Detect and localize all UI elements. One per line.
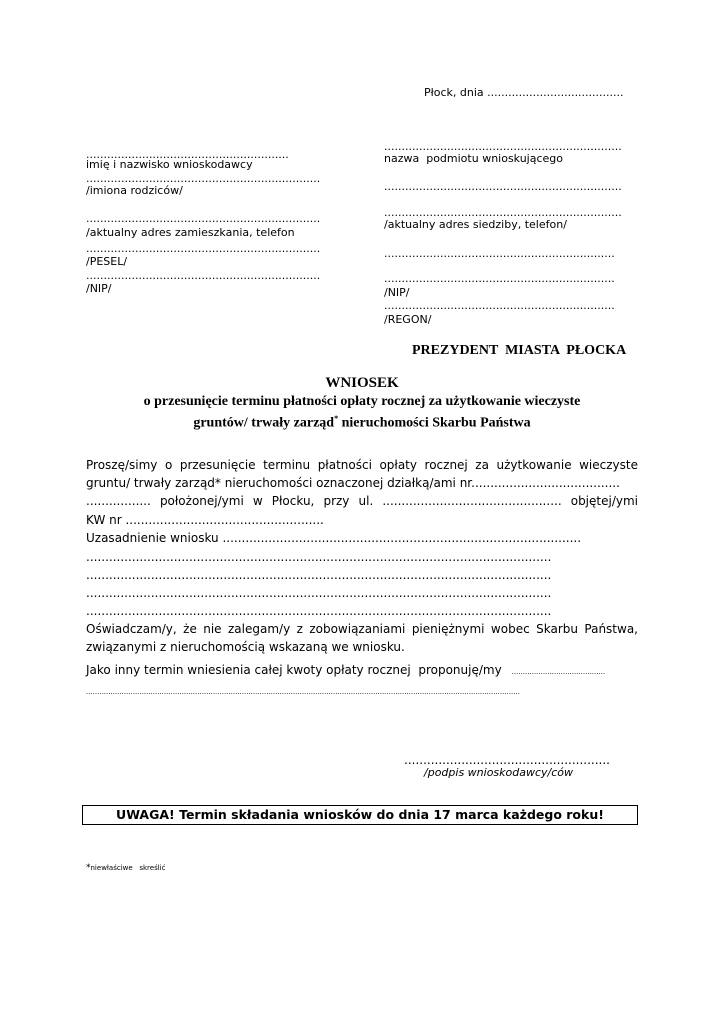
signature-label: /podpis wnioskodawcy/ców: [424, 766, 574, 779]
name-label: imię i nazwisko wnioskodawcy: [86, 158, 253, 171]
proposal-dots: ..........................................: [511, 668, 606, 676]
seat-dots: ....................................................................: [384, 207, 622, 219]
pesel-dots: ...................................................................: [86, 243, 321, 255]
name-dots: ..........................................................: [86, 149, 289, 161]
declaration-line-2: związanymi z nieruchomością wskazaną we wniosku.: [86, 640, 405, 654]
seat-dots-2: ..................................................................: [384, 248, 615, 260]
request-line-4: KW nr ....................................................: [86, 513, 324, 527]
entity-dots-2: ....................................................................: [384, 181, 622, 193]
document-subtitle-line1: o przesunięcie terminu płatności opłaty rocznej za użytkowanie wieczyste: [143, 394, 581, 409]
pesel-label: /PESEL/: [86, 255, 128, 268]
footnote-text: niewłaściwe skreślić: [90, 864, 166, 872]
residence-address-label: /aktualny adres zamieszkania, telefon: [86, 226, 295, 239]
subtitle-part-b: nieruchomości Skarbu Państwa: [338, 415, 531, 431]
subtitle-part-a: gruntów/ trwały zarząd: [193, 415, 335, 431]
address-dots: ...................................................................: [86, 213, 321, 225]
addressee: PREZYDENT MIASTA PŁOCKA: [412, 343, 627, 358]
justification-dotline-2: ..........................................................................................................................: [86, 568, 552, 582]
nip-dots: ...................................................................: [86, 270, 321, 282]
regon-dots: ..................................................................: [384, 300, 615, 312]
deadline-notice: UWAGA! Termin składania wniosków do dnia 17 marca każdego roku!: [82, 805, 638, 825]
regon-label: /REGON/: [384, 313, 432, 326]
proposal-dotline: ...................................................................................................................................................................................................: [86, 688, 520, 696]
place-date: Płock, dnia .......................................: [424, 86, 624, 99]
subtitle-asterisk: *: [334, 414, 339, 423]
nip-label: /NIP/: [86, 282, 112, 295]
justification-dotline-4: ..........................................................................................................................: [86, 604, 552, 618]
document-title: WNIOSEK: [325, 375, 399, 391]
proposal-text: Jako inny termin wniesienia całej kwoty opłaty rocznej proponuję/my: [86, 663, 502, 677]
declaration-line-1: Oświadczam/y, że nie zalegam/y z zobowiązaniami pieniężnymi wobec Skarbu Państwa,: [86, 622, 638, 636]
entity-dots: ....................................................................: [384, 141, 622, 153]
request-line-2: gruntu/ trwały zarząd* nieruchomości oznaczonej działką/ami nr.......................................: [86, 476, 620, 490]
request-line-3: ................. położonej/ymi w Płocku, przy ul. ............................................... objętej/ymi: [86, 494, 638, 508]
justification-dotline-3: ..........................................................................................................................: [86, 586, 552, 600]
footnote: [86, 855, 165, 874]
seat-address-label: /aktualny adres siedziby, telefon/: [384, 218, 567, 231]
parents-dots: ...................................................................: [86, 173, 321, 185]
parents-label: /imiona rodziców/: [86, 184, 183, 197]
request-line-1: Proszę/simy o przesunięcie terminu płatności opłaty rocznej za użytkowanie wieczyste: [86, 458, 638, 472]
nip-entity-dots: ..................................................................: [384, 273, 615, 285]
justification-dotline-1: ..........................................................................................................................: [86, 550, 552, 564]
footnote-asterisk: *: [86, 863, 91, 873]
nip-entity-label: /NIP/: [384, 286, 410, 299]
justification-line: Uzasadnienie wniosku ..............................................................................................: [86, 531, 582, 545]
signature-dots: ......................................................: [404, 753, 610, 767]
proposal-line: [86, 663, 605, 677]
entity-name-label: nazwa podmiotu wnioskującego: [384, 152, 564, 165]
document-subtitle-line2: [0, 411, 724, 432]
